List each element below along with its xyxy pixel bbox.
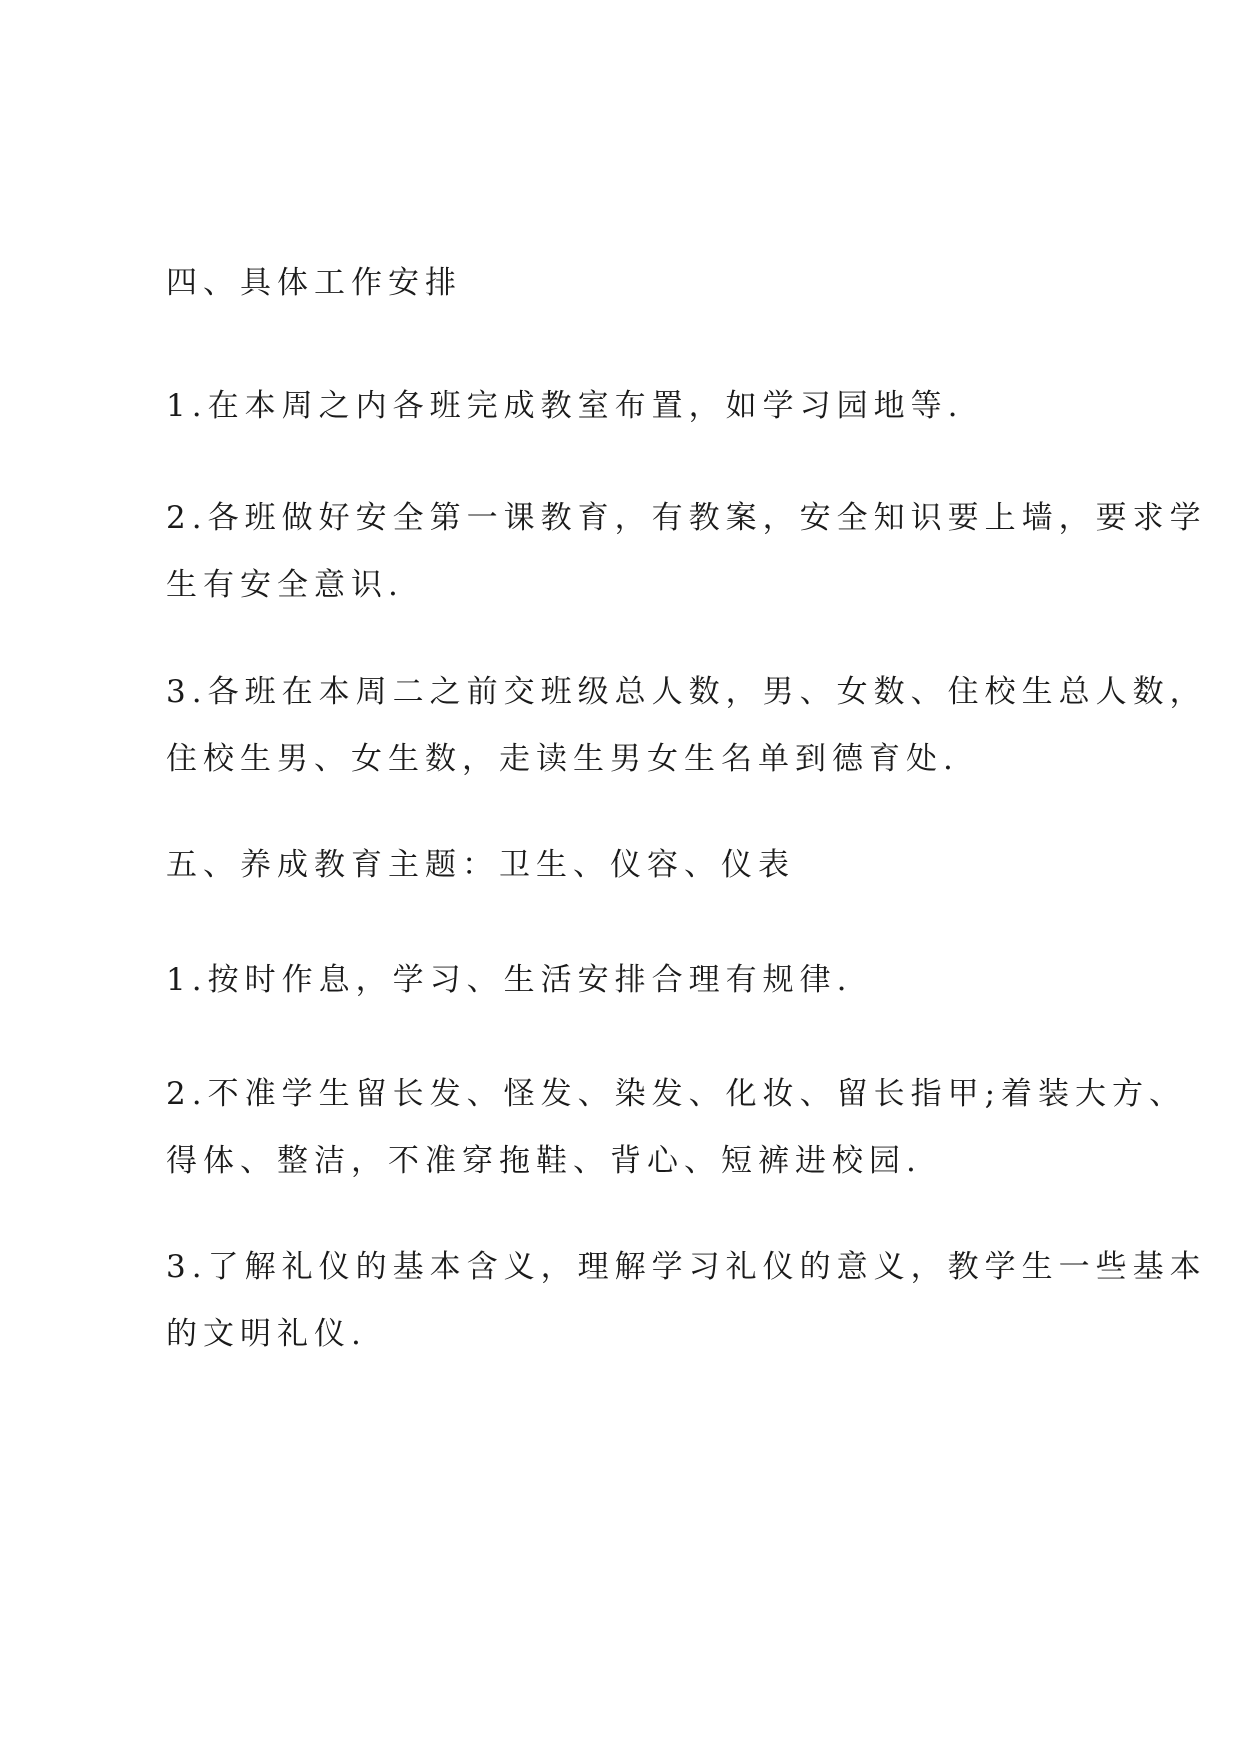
paragraph-line: 得体、整洁，不准穿拖鞋、背心、短裤进校园. — [166, 1143, 922, 1179]
section-heading-4 — [166, 250, 1096, 317]
paragraph-line: 2.不准学生留长发、怪发、染发、化妆、留长指甲;着装大方、 — [166, 1076, 1187, 1112]
list-item — [166, 373, 1096, 440]
paragraph-line: 住校生男、女生数，走读生男女生名单到德育处. — [166, 741, 959, 777]
paragraph-line: 1.按时作息，学习、生活安排合理有规律. — [166, 962, 853, 998]
section-heading-text: 四、具体工作安排 — [166, 265, 462, 301]
paragraph-line: 2.各班做好安全第一课教育，有教案，安全知识要上墙，要求学 — [166, 500, 1207, 536]
section-heading-5 — [166, 832, 1096, 899]
list-item — [166, 659, 1207, 793]
list-item — [166, 1234, 1207, 1368]
paragraph-line: 3.各班在本周二之前交班级总人数，男、女数、住校生总人数， — [166, 674, 1207, 710]
paragraph-line: 3.了解礼仪的基本含义，理解学习礼仪的意义，教学生一些基本 — [166, 1249, 1207, 1285]
paragraph-line: 1.在本周之内各班完成教室布置，如学习园地等. — [166, 388, 964, 424]
list-item — [166, 485, 1207, 619]
section-heading-text: 五、养成教育主题：卫生、仪容、仪表 — [166, 847, 795, 883]
paragraph-line: 生有安全意识. — [166, 567, 404, 603]
list-item — [166, 1061, 1187, 1195]
paragraph-line: 的文明礼仪. — [166, 1316, 367, 1352]
list-item — [166, 947, 1096, 1014]
